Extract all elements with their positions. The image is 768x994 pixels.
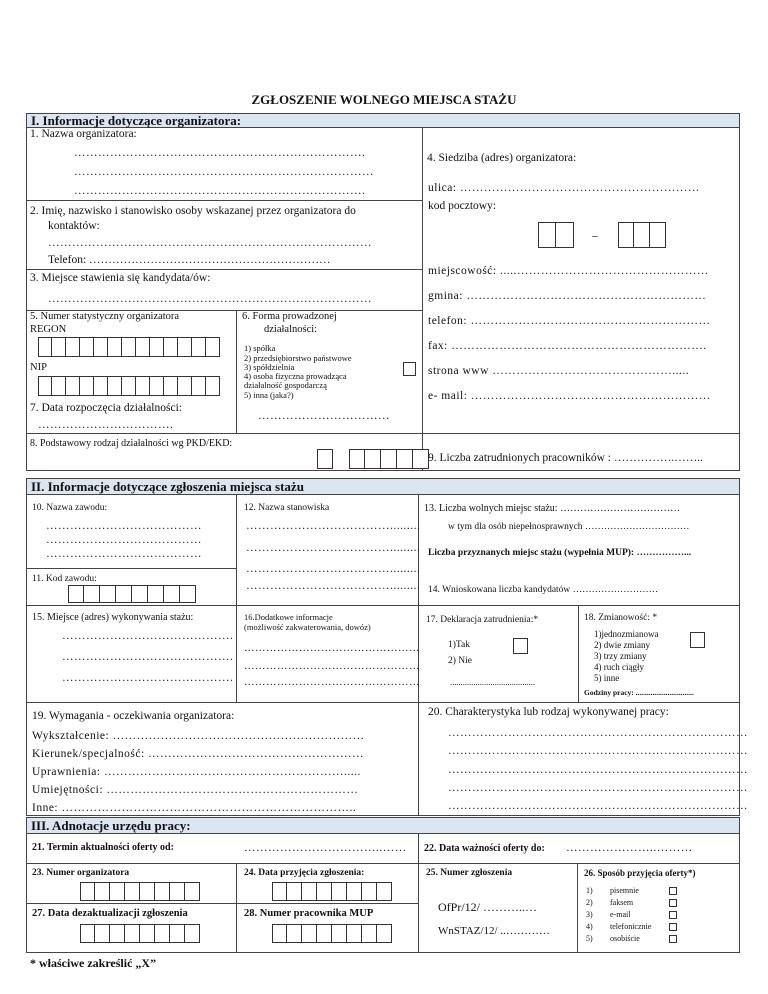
occupation-line-2[interactable]: …………………………………: [46, 534, 202, 546]
organizer-name-line-2[interactable]: …………………………………………………………………: [74, 166, 374, 178]
method-4: telefonicznie: [610, 922, 652, 931]
hq-label: 4. Siedziba (adres) organizatora:: [427, 152, 577, 164]
ofpr-number[interactable]: OfPr/12/ ………..…: [438, 900, 537, 914]
method-num-5: 5): [586, 934, 593, 943]
offer-valid-to-line[interactable]: …………………..………: [566, 842, 693, 854]
deactivation-date-boxes[interactable]: [80, 924, 200, 943]
business-form-other-line[interactable]: ……………………………: [258, 410, 390, 422]
occupation-label: 10. Nazwa zawodu:: [32, 503, 108, 513]
other-field[interactable]: Inne: ………………………………………………………………..: [32, 802, 357, 814]
contact-person-label: 2. Imię, nazwisko i stanowisko osoby wskazanej przez organizatora do: [30, 205, 356, 217]
organizer-name-line-3[interactable]: ……………………………………………………………….: [74, 185, 366, 197]
contact-person-label-2: kontaktów:: [48, 220, 100, 232]
occupation-code-boxes[interactable]: [68, 585, 196, 603]
business-form-4b: działalność gospodarczą: [244, 380, 327, 390]
wnstaz-number[interactable]: WnSTAZ/12/ ..…………: [438, 925, 550, 937]
position-line-1[interactable]: ……………………………….........: [246, 520, 421, 532]
postal-dash: –: [592, 230, 598, 242]
granted-places-field[interactable]: Liczba przyznanych miejsc stażu (wypełnia MUP): ……………...: [428, 548, 692, 558]
shift-4: 4) ruch ciągły: [594, 662, 644, 672]
organizer-number-label: 23. Numer organizatora: [32, 868, 130, 878]
offer-valid-from-line[interactable]: ……………………………..……: [244, 842, 407, 854]
nip-label: NIP: [30, 362, 47, 373]
employment-checkbox[interactable]: [513, 638, 528, 654]
requirements-label: 19. Wymagania - oczekiwania organizatora:: [32, 710, 235, 722]
organizer-number-boxes[interactable]: [80, 882, 200, 901]
nip-boxes[interactable]: [38, 376, 220, 396]
deactivation-date-label: 27. Data dezaktualizacji zgłoszenia: [32, 908, 188, 919]
method-4-checkbox[interactable]: [669, 923, 677, 931]
skills-field[interactable]: Umiejętności: ………………………………………………………: [32, 784, 359, 796]
method-2-checkbox[interactable]: [669, 899, 677, 907]
method-5-checkbox[interactable]: [669, 935, 677, 943]
method-num-2: 2): [586, 898, 593, 907]
additional-info-line-3[interactable]: …………………………………………: [244, 677, 420, 688]
form-title: ZGŁOSZENIE WOLNEGO MIEJSCA STAŻU: [251, 92, 517, 107]
www-field[interactable]: strona www ……………………………………….....: [428, 365, 690, 377]
offer-valid-to-label: 22. Data ważności oferty do:: [424, 843, 545, 854]
acceptance-method-label: 26. Sposób przyjęcia oferty*): [584, 868, 696, 878]
section-1-header: I. Informacje dotyczące organizatora:: [26, 113, 740, 128]
pkd-boxes[interactable]: [349, 449, 429, 469]
offer-valid-from-text: 21. Termin aktualności oferty od:: [32, 842, 174, 853]
organizer-name-line-1[interactable]: ……………………………………………………………….: [74, 147, 366, 159]
additional-info-line-2[interactable]: …………………………………………: [244, 661, 420, 672]
employment-no: 2) Nie: [448, 656, 473, 666]
contact-person-line[interactable]: ………………………………………………………………………: [48, 237, 372, 249]
pkd-label: 8. Podstawowy rodzaj działalności wg PKD/EKD:: [30, 438, 233, 449]
employees-field[interactable]: 9. Liczba zatrudnionych pracowników : …………….……..: [428, 452, 703, 464]
business-form-4: 4) osoba fizyczna prowadząca: [244, 371, 347, 381]
permissions-field[interactable]: Uprawnienia: …………………………………………………….....: [32, 766, 361, 778]
occupation-line-3[interactable]: …………………………………: [46, 548, 202, 560]
method-num-3: 3): [586, 910, 593, 919]
footnote: * właściwe zakreślić „X”: [30, 956, 157, 970]
work-type-label: 20. Charakterystyka lub rodzaj wykonywanej pracy:: [428, 706, 669, 718]
additional-info-line-1[interactable]: …………………………………………: [244, 643, 420, 654]
shift-5: 5) inne: [594, 673, 620, 683]
position-line-4[interactable]: ……………………………….........: [246, 580, 421, 592]
position-label: 12. Nazwa stanowiska: [244, 503, 330, 513]
postal-label: kod pocztowy:: [428, 200, 497, 212]
business-form-label-2: działalności:: [264, 324, 318, 335]
street-field[interactable]: ulica: ……………………………………………………: [428, 182, 700, 194]
business-form-5: 5) inna (jaka?): [244, 390, 294, 400]
disabled-vacancies-field[interactable]: w tym dla osób niepełnosprawnych ……………………………: [448, 522, 690, 532]
postal-boxes-1[interactable]: [538, 222, 574, 248]
employee-number-label: 28. Numer pracownika MUP: [244, 908, 374, 919]
shift-1: 1)jednozmianowa: [594, 629, 659, 639]
acceptance-date-boxes[interactable]: [272, 882, 392, 901]
work-place-label: 15. Miejsce (adres) wykonywania stażu:: [32, 612, 194, 623]
method-num-4: 4): [586, 922, 593, 931]
position-line-3[interactable]: ……………………………….........: [246, 563, 421, 575]
occupation-code-label: 11. Kod zawodu:: [32, 574, 97, 584]
employment-declaration-label: 17. Deklaracja zatrudnienia:*: [426, 615, 539, 625]
shifts-label: 18. Zmianowość: *: [584, 613, 658, 623]
regon-label: REGON: [30, 324, 67, 335]
work-type-line-5[interactable]: …………………………………………………………………: [448, 800, 748, 812]
work-type-line-1[interactable]: …………………………………………………………………: [448, 727, 748, 739]
shift-2: 2) dwie zmiany: [594, 640, 650, 650]
start-date-line[interactable]: …………………………….: [38, 419, 174, 431]
shifts-checkbox[interactable]: [690, 632, 705, 648]
work-type-line-4[interactable]: …………………………………………………………………: [448, 782, 748, 794]
occupation-line-1[interactable]: …………………………………: [46, 520, 202, 532]
contact-phone[interactable]: Telefon: ………………………………………………………: [48, 254, 331, 266]
working-hours[interactable]: Godziny pracy: ...............................: [584, 688, 694, 697]
section-3-header: III. Adnotacje urzędu pracy:: [26, 817, 740, 834]
telephone-field[interactable]: telefon: ……………………………………………………: [428, 315, 711, 327]
candidate-place-label: 3. Miejsce stawienia się kandydata/ów:: [30, 272, 211, 284]
method-num-1: 1): [586, 886, 593, 895]
organizer-name-label: 1. Nazwa organizatora:: [30, 128, 137, 140]
start-date-label: 7. Data rozpoczęcia działalności:: [30, 402, 182, 414]
work-place-line-3[interactable]: …………………………………….: [62, 672, 234, 684]
education-field[interactable]: Wykształcenie: ………………………………………………………: [32, 730, 365, 742]
business-form-label: 6. Forma prowadzonej: [242, 311, 337, 322]
fax-field[interactable]: fax: ……………………………………………………….: [428, 340, 707, 352]
business-form-2: 2) przedsiębiorstwo państwowe: [244, 353, 352, 363]
email-field[interactable]: e- mail: ……………………………………………………: [428, 390, 711, 402]
employee-number-boxes[interactable]: [272, 924, 392, 943]
vacancies-field[interactable]: 13. Liczba wolnych miejsc stażu: ………………………………: [424, 503, 681, 514]
work-type-line-2[interactable]: …………………………………………………………………: [448, 745, 748, 757]
additional-info-label-2: (możliwość zakwaterowania, dowóz): [244, 622, 371, 632]
work-place-line-2[interactable]: …………………………………….: [62, 651, 234, 663]
section-2-header: II. Informacje dotyczące zgłoszenia miejsca stażu: [26, 478, 740, 495]
regon-boxes[interactable]: [38, 337, 220, 357]
business-form-3: 3) spółdzielnia: [244, 362, 295, 372]
application-number-label: 25. Numer zgłoszenia: [426, 868, 513, 878]
method-5: osobiście: [610, 934, 640, 943]
acceptance-date-label: 24. Data przyjęcia zgłoszenia:: [244, 868, 365, 878]
offer-valid-from-label: [32, 842, 174, 853]
gmina-field[interactable]: gmina: ……………………………………………………: [428, 290, 707, 302]
specialization-field[interactable]: Kierunek/specjalność: ………………………………………………: [32, 748, 365, 760]
method-3: e-mail: [610, 910, 631, 919]
requested-candidates-field[interactable]: 14. Wnioskowana liczba kandydatów ………………………: [428, 585, 659, 595]
method-3-checkbox[interactable]: [669, 911, 677, 919]
position-line-2[interactable]: ……………………………….........: [246, 542, 421, 554]
employment-yes: 1)Tak: [448, 640, 471, 650]
postal-boxes-2[interactable]: [618, 222, 666, 248]
business-form-1: 1) spółka: [244, 343, 276, 353]
method-1: pisemnie: [610, 886, 639, 895]
stat-number-label: 5. Numer statystyczny organizatora: [30, 311, 180, 322]
city-field[interactable]: miejscowość: .....…………………………………………: [428, 265, 709, 277]
additional-info-label: 16.Dodatkowe informacje: [244, 612, 333, 622]
work-place-line-1[interactable]: …………………………………….: [62, 630, 234, 642]
pkd-box-1[interactable]: [317, 449, 333, 469]
method-1-checkbox[interactable]: [669, 887, 677, 895]
candidate-place-line[interactable]: ………………………………………………………………………: [48, 293, 372, 305]
shift-3: 3) trzy zmiany: [594, 651, 647, 661]
employment-line[interactable]: ........................................: [450, 677, 535, 687]
business-form-checkbox[interactable]: [403, 362, 416, 376]
method-2: faksem: [610, 898, 634, 907]
work-type-line-3[interactable]: …………………………………………………………………: [448, 764, 748, 776]
